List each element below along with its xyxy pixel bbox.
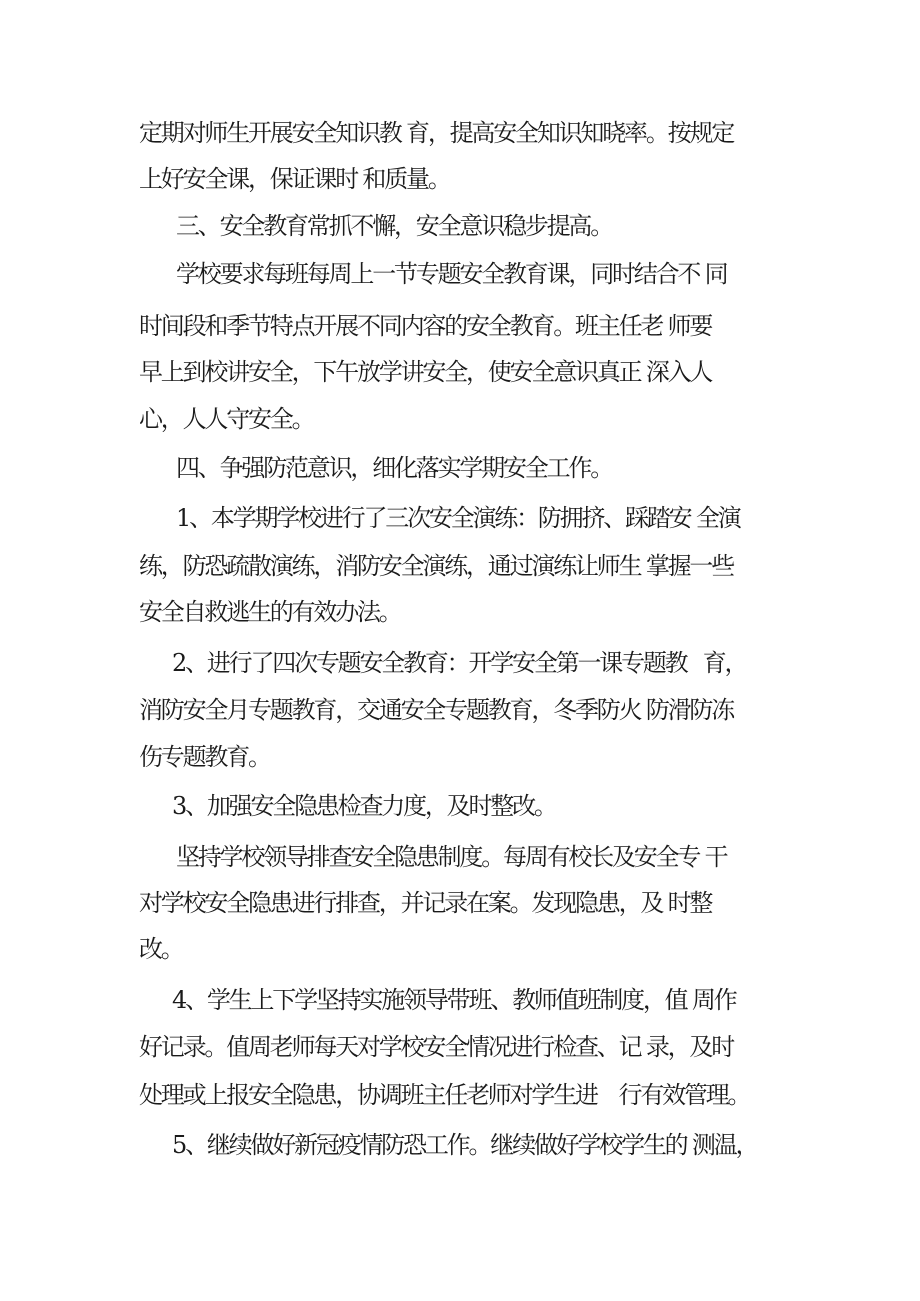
section-heading: 四、争强防范意识，细化落实学期安全工作。: [176, 454, 612, 482]
text-line: 4、学生上下学坚持实施领导带班、教师值班制度，值 周作: [172, 986, 736, 1014]
text-line: 好记录。值周老师每天对学校安全情况进行检查、记 录，及时: [139, 1033, 734, 1061]
text-line: 定期对师生开展安全知识教 育，提高安全知识知晓率。按规定: [139, 119, 734, 147]
text-line: 上好安全课，保证课时 和质量。: [139, 165, 450, 193]
text-line: 早上到校讲安全，下午放学讲安全，使安全意识真正 深入人: [139, 358, 712, 386]
text-line: 安全自救逃生的有效办法。: [139, 598, 401, 626]
text-line: 坚持学校领导排查安全隐患制度。每周有校长及安全专 干: [176, 843, 727, 871]
text-line: 时间段和季节特点开展不同内容的安全教育。班主任老 师要: [139, 312, 712, 340]
text-line: 练，防恐疏散演练，消防安全演练，通过演练让师生 掌握一些: [139, 552, 734, 580]
text-line: 对学校安全隐患进行排查，并记录在案。发现隐患，及 时整: [139, 889, 712, 917]
text-line: 学校要求每班每周上一节专题安全教育课，同时结合不 同: [176, 260, 727, 288]
text-line: 心，人人守安全。: [139, 405, 314, 433]
section-heading: 三、安全教育常抓不懈，安全意识稳步提高。: [176, 212, 612, 240]
text-line: 1、本学期学校进行了三次安全演练：防拥挤、踩踏安 全演: [176, 504, 740, 532]
text-line: 改。: [139, 935, 183, 963]
text-line: 5、继续做好新冠疫情防恐工作。继续做好学校学生的 测温，: [172, 1131, 758, 1159]
text-line: 3、加强安全隐患检查力度，及时整改。: [172, 792, 556, 820]
text-line: 2、进行了四次专题安全教育：开学安全第一课专题教 育，: [172, 649, 747, 677]
text-line: 处理或上报安全隐患，协调班主任老师对学生进 行有效管理。: [139, 1081, 750, 1109]
text-line: 消防安全月专题教育，交通安全专题教育，冬季防火 防滑防冻: [139, 696, 734, 724]
text-line: 伤专题教育。: [139, 743, 270, 771]
